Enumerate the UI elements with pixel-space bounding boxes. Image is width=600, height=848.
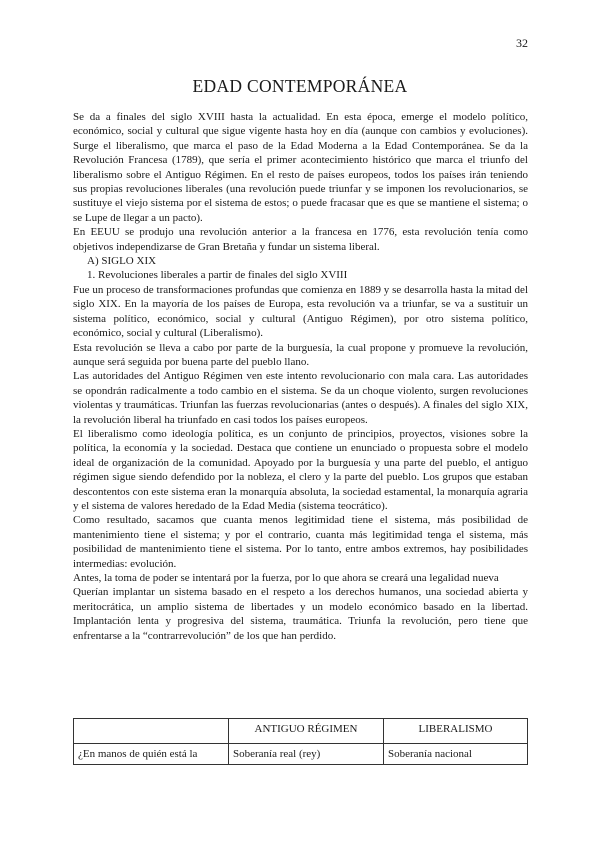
section-heading-a: A) SIGLO XIX <box>87 255 157 268</box>
paragraph-implantar: Querían implantar un sistema basado en el respeto a los derechos humanos, una sociedad abierta y meritocrática, un amplio sistema de libertades y un modelo económico basado en la libertad. Implantación lenta y progresiva del sistema, traumática. Triunfa la revolución, pero tiene que enfrentarse a la “contrarrevolución” de los que han perdido. <box>73 586 528 642</box>
paragraph-process: Fue un proceso de transformaciones profundas que comienza en 1889 y se desarrolla hasta la mitad del siglo XIX. En la mayoría de los países de Europa, esta revolución va a triunfar, se va a sustituir un sistema político, económico, social y cultural (Antiguo Régimen), por otro sistema político, económico, social y cultural (Liberalismo). <box>73 283 528 340</box>
paragraph-autoridades: Las autoridades del Antiguo Régimen ven este intento revolucionario con mala cara. Las autoridades se opondrán radicalmente a todo cambio en el sistema. Se da un choque violento, surgen revoluciones violentas y traumáticas. Triunfan las fuerzas revolucionarias (antes o después). A finales del siglo XIX, la revolución liberal ha triunfado en casi todos los países europeos. <box>73 370 528 426</box>
paragraph-eeuu: En EEUU se produjo una revolución anterior a la francesa en 1776, esta revolución tenía como objetivos independizarse de Gran Bretaña y fundar un sistema liberal. <box>73 226 528 253</box>
paragraph-intro: Se da a finales del siglo XVIII hasta la actualidad. En esta época, emerge el modelo político, económico, social y cultural que sigue vigente hasta hoy en día (aunque con cambios y evoluciones). Surge el liberalismo, que marca el paso de la Edad Moderna a la Edad Contemporánea. Se da la Revolución Francesa (1789), que sería el primer acontecimiento histórico que marca el triunfo del liberalismo sobre el Antiguo Régimen. En el resto de países europeos, todos los países irán teniendo sus propias revoluciones liberales (una revolución puede triunfar y se imponen los revolucionarios, se sustituye el viejo sistema por el sistema de estos; o puede fracasar que es que se mantiene el sistema; o se Lupe de llegar a un pacto). <box>73 111 528 224</box>
table-header-antiguo-regimen: ANTIGUO RÉGIMEN <box>229 719 384 744</box>
table-cell-question: ¿En manos de quién está la <box>74 744 229 765</box>
section-heading-1: 1. Revoluciones liberales a partir de finales del siglo XVIII <box>87 269 348 282</box>
comparison-table <box>73 718 528 765</box>
page-title: EDAD CONTEMPORÁNEA <box>192 76 408 96</box>
paragraph-burguesia: Esta revolución se lleva a cabo por parte de la burguesía, la cual propone y promueve la revolución, aunque será seguida por buena parte del pueblo llano. <box>73 341 528 368</box>
table-cell-liberal: Soberanía nacional <box>384 744 528 765</box>
table-cell-antiguo: Soberanía real (rey) <box>229 744 384 765</box>
paragraph-liberalismo: El liberalismo como ideología política, es un conjunto de principios, proyectos, visiones sobre la política, la economía y la sociedad. Destaca que contiene un enunciado o propuesta sobre el modelo ideal de organización de la comunidad. Apoyado por la burguesía y una parte del pueblo, el antiguo régimen sigue siendo defendido por la nobleza, el clero y la parte del pueblo. Los grupos que estaban descontentos con este sistema eran la monarquía absoluta, la sociedad estamental, la monarquía agraria y el sistema de valores heredado de la Edad Media (sistema teocrático). <box>73 427 528 512</box>
table-header-cell-empty <box>74 719 229 744</box>
page-number: 32 <box>516 36 528 50</box>
table-header-liberalismo: LIBERALISMO <box>384 719 528 744</box>
table-row <box>74 744 528 765</box>
paragraph-resultado: Como resultado, sacamos que cuanta menos legitimidad tiene el sistema, más posibilidad de mantenimiento tiene el sistema; y por el contrario, cuanta más legitimidad tenga el sistema, más posibilidad de mantenimiento tiene el sistema. Por lo tanto, entre ambos extremos, hay posibilidades intermedias: evolución. <box>73 514 528 570</box>
document-body <box>73 110 528 643</box>
paragraph-antes: Antes, la toma de poder se intentará por la fuerza, por lo que ahora se creará una legalidad nueva <box>73 572 499 584</box>
table-header-row <box>74 719 528 744</box>
